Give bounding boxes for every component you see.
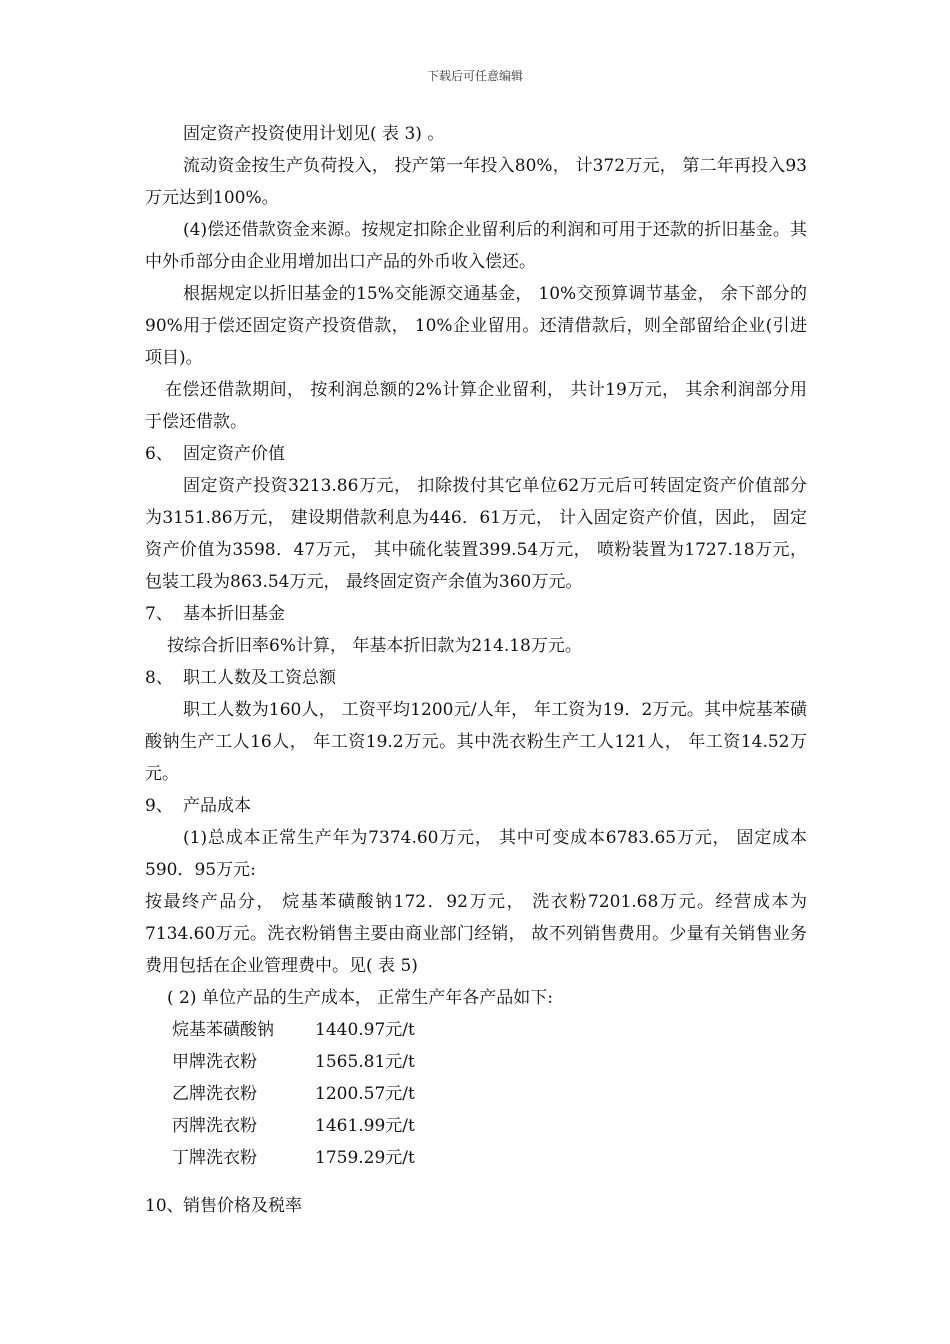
heading-product-cost [145,790,807,822]
heading-staff-wages [145,662,807,694]
paragraph-working-capital: 流动资金按生产负荷投入， 投产第一年投入80%， 计372万元， 第二年再投入93万元达到100%。 [145,156,807,208]
paragraph-repayment-source: (4)偿还借款资金来源。按规定扣除企业留利后的利润和可用于还款的折旧基金。其中外币部分由企业用增加出口产品的外币收入偿还。 [145,220,807,272]
table-row [172,1014,415,1046]
paragraph-staff-wages: 职工人数为160人， 工资平均1200元/人年， 年工资为19．2万元。其中烷基苯磺酸钠生产工人16人， 年工资19.2万元。其中洗衣粉生产工人121人， 年工资14.52万元。 [145,700,807,784]
paragraph-fixed-asset-value: 固定资产投资3213.86万元， 扣除拨付其它单位62万元后可转固定资产价值部分为3151.86万元， 建设期借款利息为446．61万元， 计入固定资产价值，因此， 固定资产价值为3598．47万元， 其中硫化装置399.54万元， 喷粉装置为1727.18万元， 包装工段为863.54万元， 最终固定资产余值为360万元。 [145,476,807,592]
table-row [172,1078,415,1110]
heading-number: 10、 [145,1196,184,1216]
product-cost: 1461.99元/t [315,1116,415,1136]
heading-text: 销售价格及税率 [183,1196,302,1216]
heading-fixed-asset-value [145,438,807,470]
paragraph-unit-cost-intro: ( 2) 单位产品的生产成本， 正常生产年各产品如下: [167,988,554,1008]
heading-text: 固定资产价值 [183,444,285,464]
product-name: 甲牌洗衣粉 [172,1052,257,1072]
heading-text: 基本折旧基金 [183,604,285,624]
heading-number: 9、 [145,796,173,816]
product-name: 丁牌洗衣粉 [172,1148,257,1168]
product-cost: 1200.57元/t [315,1084,415,1104]
product-name: 乙牌洗衣粉 [172,1084,257,1104]
heading-number: 8、 [145,668,173,688]
document-body [145,118,807,1222]
product-cost: 1565.81元/t [315,1052,415,1072]
heading-sales-price-tax [145,1190,807,1222]
paragraph-depreciation: 按综合折旧率6%计算， 年基本折旧款为214.18万元。 [167,636,582,656]
paragraph-fixed-asset-plan: 固定资产投资使用计划见( 表 3) 。 [183,124,445,144]
heading-depreciation-fund [145,598,807,630]
page-header: 下载后可任意编辑 [426,69,523,83]
product-cost: 1440.97元/t [315,1020,415,1040]
heading-text: 职工人数及工资总额 [183,668,336,688]
heading-text: 产品成本 [183,796,251,816]
table-row [172,1110,415,1142]
unit-cost-table [172,1014,415,1174]
product-name: 烷基苯磺酸钠 [172,1020,274,1040]
paragraph-retained-profit: 在偿还借款期间， 按利润总额的2%计算企业留利， 共计19万元， 其余利润部分用于偿还借款。 [145,380,807,432]
paragraph-total-cost: (1)总成本正常生产年为7374.60万元， 其中可变成本6783.65万元， 固定成本590．95万元: [145,828,807,880]
table-row [172,1046,415,1078]
table-row [172,1142,415,1174]
heading-number: 6、 [145,444,173,464]
section-spacer [145,1174,807,1190]
paragraph-depreciation-fund-rules: 根据规定以折旧基金的15%交能源交通基金， 10%交预算调节基金， 余下部分的90%用于偿还固定资产投资借款， 10%企业留用。还清借款后，则全部留给企业(引进项目)。 [145,284,807,368]
heading-number: 7、 [145,604,173,624]
product-cost: 1759.29元/t [315,1148,415,1168]
product-name: 丙牌洗衣粉 [172,1116,257,1136]
paragraph-cost-breakdown: 按最终产品分， 烷基苯磺酸钠172．92万元， 洗衣粉7201.68万元。经营成本为7134.60万元。洗衣粉销售主要由商业部门经销， 故不列销售费用。少量有关销售业务费用包括在企业管理费中。见( 表 5) [145,892,807,976]
